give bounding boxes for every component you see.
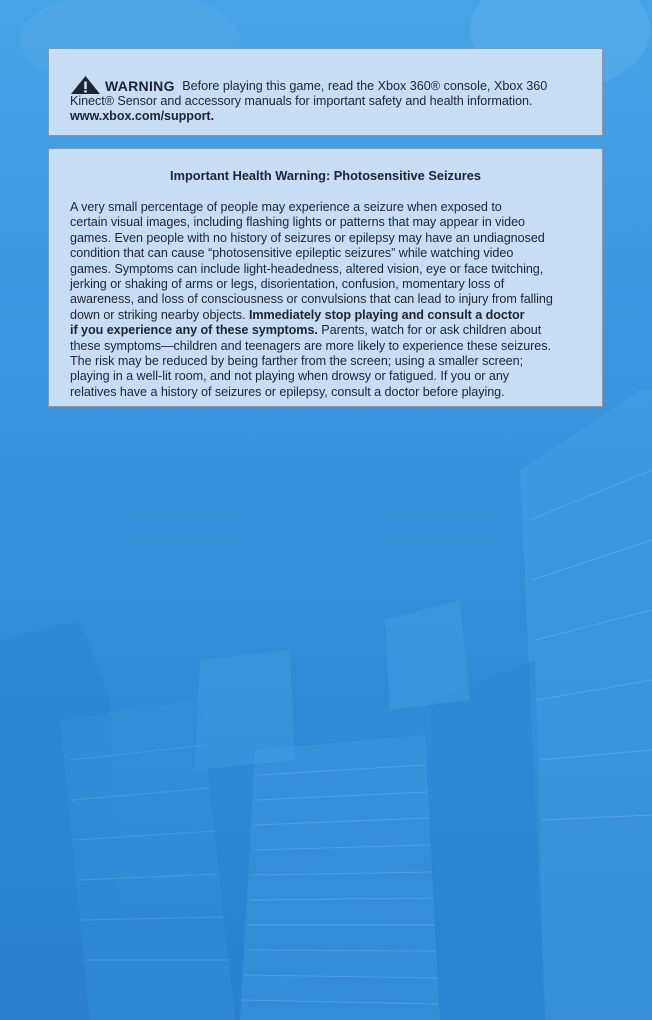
warning-label: WARNING bbox=[105, 77, 175, 94]
warning-triangle-icon bbox=[70, 75, 101, 95]
body-line: awareness, and loss of consciousness or convulsions that can lead to injury from falling bbox=[70, 292, 553, 307]
body-line: relatives have a history of seizures or epilepsy, consult a doctor before playing. bbox=[70, 384, 505, 399]
body-line: jerking or shaking of arms or legs, disorientation, confusion, momentary loss of bbox=[70, 277, 505, 292]
xbox-warning-box bbox=[48, 48, 603, 136]
body-line bbox=[70, 323, 581, 338]
body-text: Parents, watch for or ask children about bbox=[317, 323, 542, 338]
health-warning-title: Important Health Warning: Photosensitive Seizures bbox=[170, 168, 481, 183]
warning-line-1 bbox=[70, 74, 581, 94]
body-line: condition that can cause “photosensitive epileptic seizures” while watching video bbox=[70, 246, 514, 261]
body-line: The risk may be reduced by being farther from the screen; using a smaller screen; bbox=[70, 354, 524, 369]
body-line bbox=[70, 308, 581, 323]
warning-text-1: Before playing this game, read the Xbox 360® console, Xbox 360 bbox=[178, 78, 548, 93]
symptoms-instruction: if you experience any of these symptoms. bbox=[70, 323, 318, 338]
stop-playing-instruction: Immediately stop playing and consult a doctor bbox=[248, 307, 525, 322]
body-text: down or striking nearby objects. bbox=[70, 307, 249, 322]
warning-text-2: Kinect® Sensor and accessory manuals for important safety and health information. bbox=[70, 94, 533, 108]
body-line: certain visual images, including flashing lights or patterns that may appear in video bbox=[70, 215, 525, 230]
health-warning-body bbox=[70, 200, 581, 400]
support-url: www.xbox.com/support. bbox=[70, 109, 215, 124]
body-line: games. Symptoms can include light-headedness, altered vision, eye or face twitching, bbox=[70, 261, 544, 276]
body-line: games. Even people with no history of seizures or epilepsy may have an undiagnosed bbox=[70, 230, 545, 245]
body-line: these symptoms—children and teenagers are more likely to experience these seizures. bbox=[70, 338, 551, 353]
body-line: playing in a well-lit room, and not playing when drowsy or fatigued. If you or any bbox=[70, 369, 510, 384]
health-warning-box bbox=[48, 148, 603, 407]
body-line: A very small percentage of people may experience a seizure when exposed to bbox=[70, 200, 502, 214]
